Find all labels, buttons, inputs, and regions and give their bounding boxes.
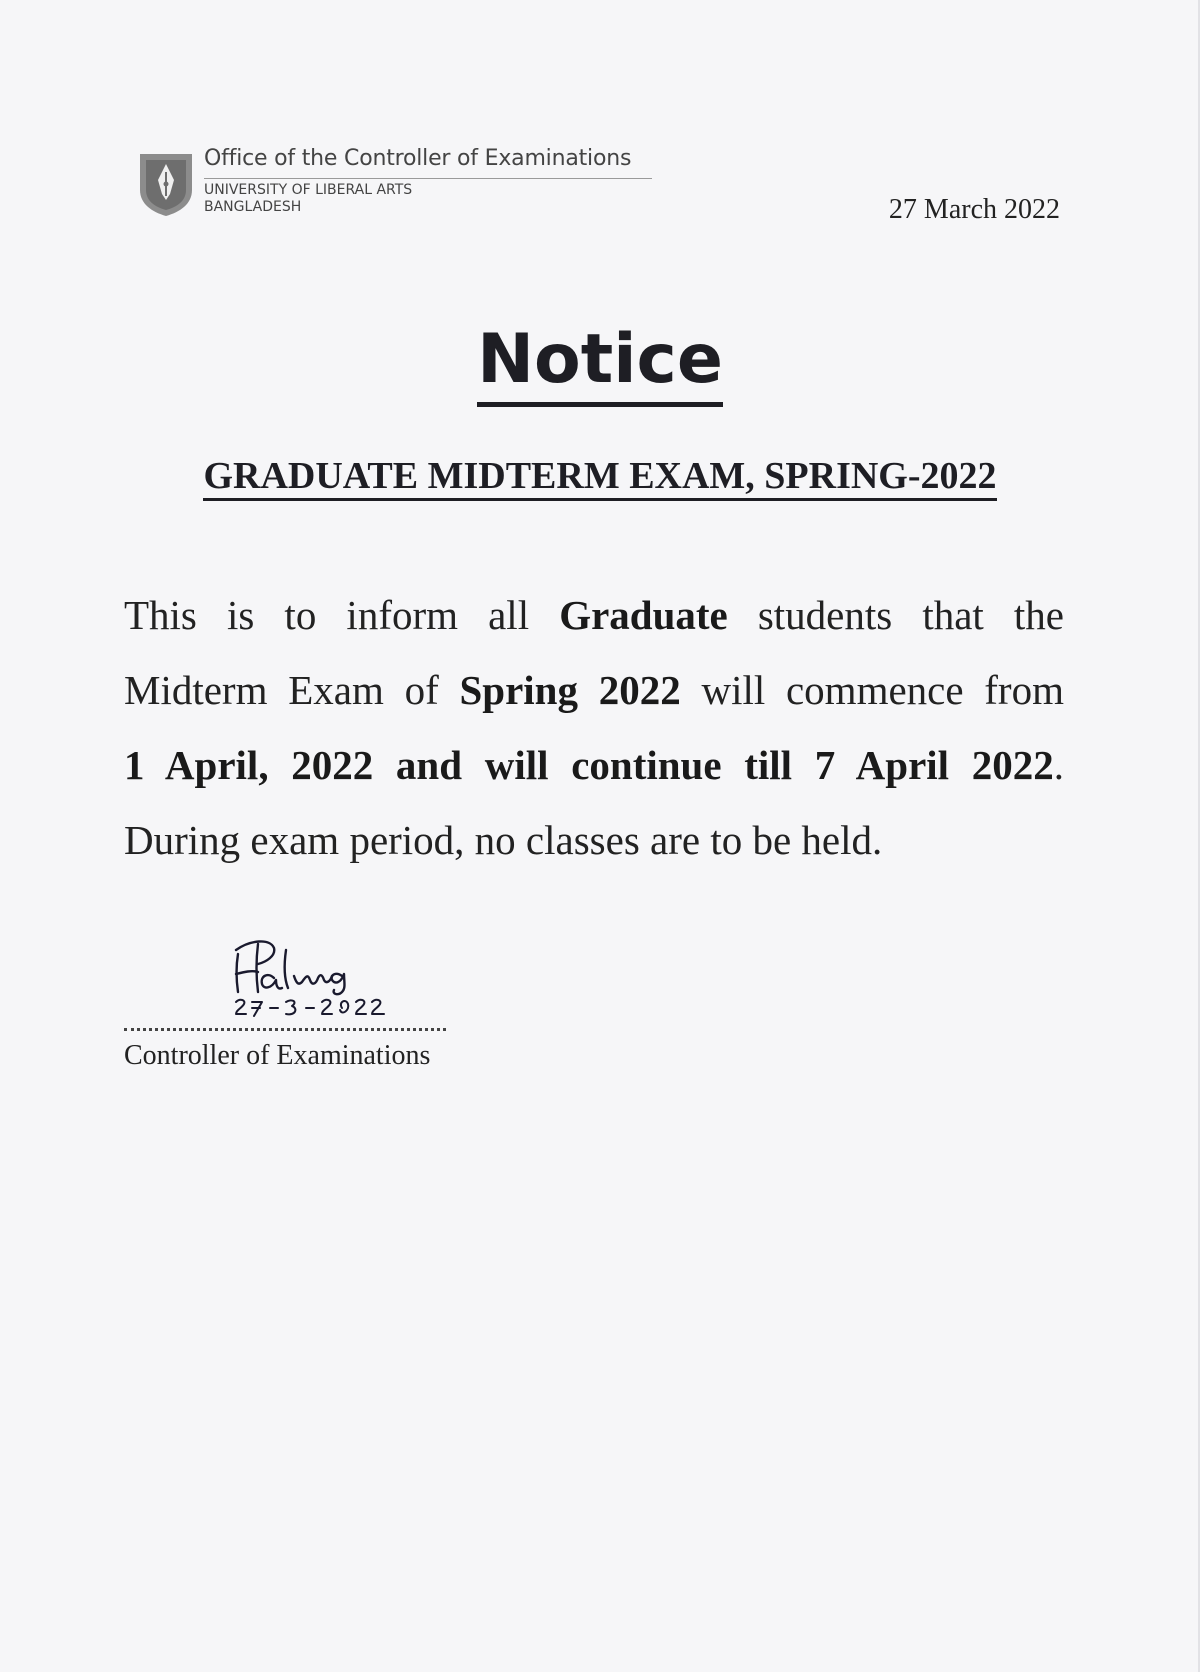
- letterhead: [136, 146, 656, 222]
- notice-heading: [0, 318, 1200, 407]
- body-line-1: [124, 578, 1064, 653]
- body-line-3: [124, 728, 1064, 803]
- signature-line: [124, 1028, 446, 1031]
- body-bold-segment: 1 April, 2022 and will continue till 7 April 2022: [124, 742, 1054, 788]
- body-text-segment: .: [1053, 742, 1064, 788]
- signatory-title: Controller of Examinations: [124, 1040, 431, 1071]
- office-title: Office of the Controller of Examinations: [204, 146, 632, 171]
- exam-subtitle: [0, 456, 1200, 501]
- notice-date: 27 March 2022: [888, 194, 1060, 225]
- body-text-segment: students that the: [727, 592, 1064, 638]
- notice-body: [124, 578, 1064, 878]
- signature-block: [124, 936, 484, 1086]
- body-line-4: During exam period, no classes are to be held.: [124, 817, 883, 863]
- subtitle-text: GRADUATE MIDTERM EXAM, SPRING-2022: [203, 456, 996, 501]
- pen-nib-shield-icon: [136, 150, 196, 218]
- body-bold-segment: Spring 2022: [459, 667, 681, 713]
- body-text-segment: will commence from: [680, 667, 1064, 713]
- university-name: UNIVERSITY OF LIBERAL ARTS: [204, 182, 413, 198]
- body-bold-segment: Graduate: [559, 592, 728, 638]
- handwritten-signature: [230, 936, 450, 1026]
- notice-title-text: Notice: [477, 318, 723, 407]
- body-line-2: [124, 653, 1064, 728]
- body-text-segment: This is to inform all: [124, 592, 560, 638]
- body-text-segment: Midterm Exam of: [124, 667, 460, 713]
- country-name: BANGLADESH: [204, 199, 302, 215]
- letterhead-divider: [204, 178, 652, 179]
